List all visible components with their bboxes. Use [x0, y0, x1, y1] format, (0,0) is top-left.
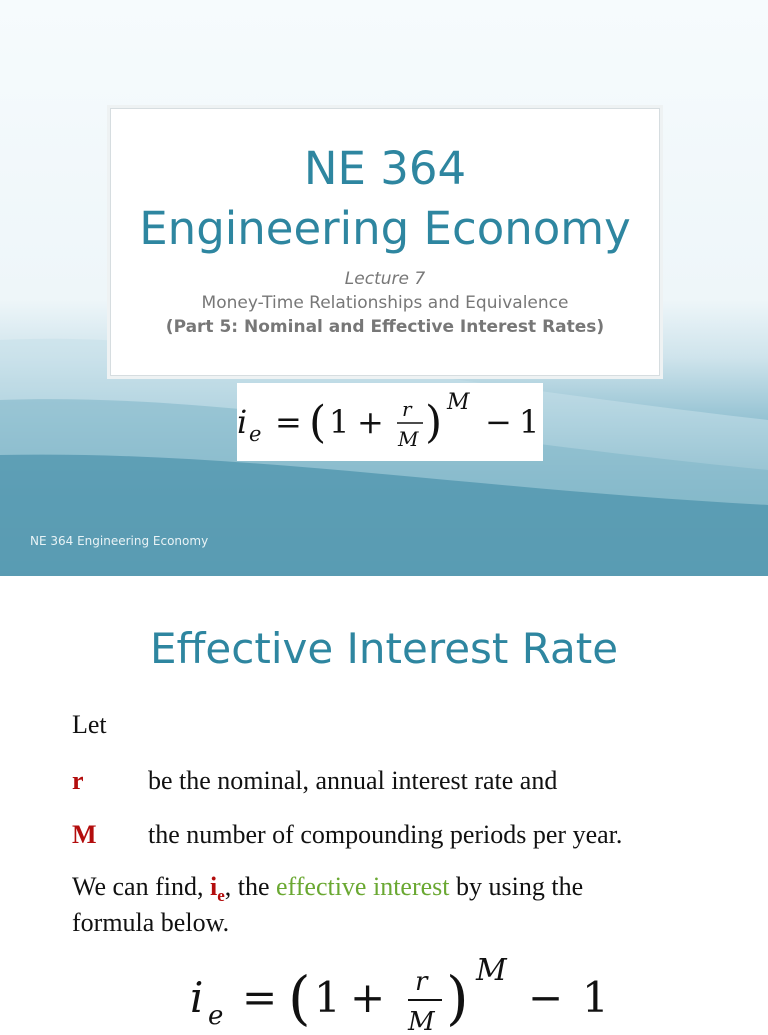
- content-slide: [0, 576, 768, 1030]
- svg-text:): ): [446, 964, 469, 1030]
- slide-title-line1: NE 364: [303, 142, 467, 195]
- effective-interest-term: effective interest: [276, 872, 450, 901]
- r-definition: be the nominal, annual interest rate and: [148, 766, 558, 795]
- formula2-tail: 1: [582, 973, 609, 1022]
- formula2-lhs-sub: e: [208, 1001, 224, 1030]
- part-label: (Part 5: Nominal and Effective Interest Rates): [165, 317, 605, 337]
- formula2-lhs: i: [190, 973, 204, 1022]
- svg-text:(: (: [309, 397, 327, 448]
- slide-heading: Effective Interest Rate: [149, 624, 619, 673]
- formula-lhs-sub: e: [249, 422, 262, 446]
- m-definition: the number of compounding periods per year.: [148, 820, 623, 849]
- effective-rate-formula: [237, 383, 543, 461]
- formula-numerator: r: [402, 397, 412, 421]
- let-text: Let: [72, 710, 107, 739]
- slide-footer: NE 364 Engineering Economy: [30, 534, 209, 548]
- svg-text:): ): [425, 397, 443, 448]
- svg-text:(: (: [288, 964, 311, 1030]
- m-symbol: M: [72, 820, 97, 849]
- sentence-part-a: We can find,: [72, 872, 210, 901]
- find-sentence: [72, 872, 583, 906]
- lecture-label: Lecture 7: [344, 269, 426, 289]
- formula-one: 1: [329, 403, 350, 441]
- formula2-minus: −: [528, 973, 564, 1022]
- formula-denominator: M: [398, 427, 419, 451]
- title-box: [110, 108, 660, 376]
- formula2-numerator: r: [415, 967, 428, 997]
- effective-rate-formula-large: [190, 950, 620, 1030]
- formula-plus: +: [357, 403, 384, 441]
- sentence-part-d: formula below.: [72, 908, 230, 937]
- formula-lhs: i: [237, 403, 248, 441]
- formula2-plus: +: [350, 973, 386, 1022]
- topic-label: Money-Time Relationships and Equivalence: [201, 293, 569, 313]
- formula2-one: 1: [314, 973, 341, 1022]
- ie-symbol: i: [209, 872, 218, 901]
- formula-equals: =: [275, 403, 302, 441]
- formula-exponent: M: [447, 390, 470, 415]
- formula2-denominator: M: [408, 1007, 435, 1030]
- formula2-exponent: M: [476, 953, 507, 988]
- formula2-equals: =: [242, 973, 278, 1022]
- sentence-part-b: , the: [224, 872, 277, 901]
- formula-tail: 1: [519, 403, 540, 441]
- ie-subscript: e: [217, 886, 225, 906]
- slide-title-line2: Engineering Economy: [139, 202, 631, 255]
- r-symbol: r: [72, 766, 84, 795]
- sentence-part-c: by using the: [449, 872, 584, 901]
- formula-minus: −: [485, 403, 512, 441]
